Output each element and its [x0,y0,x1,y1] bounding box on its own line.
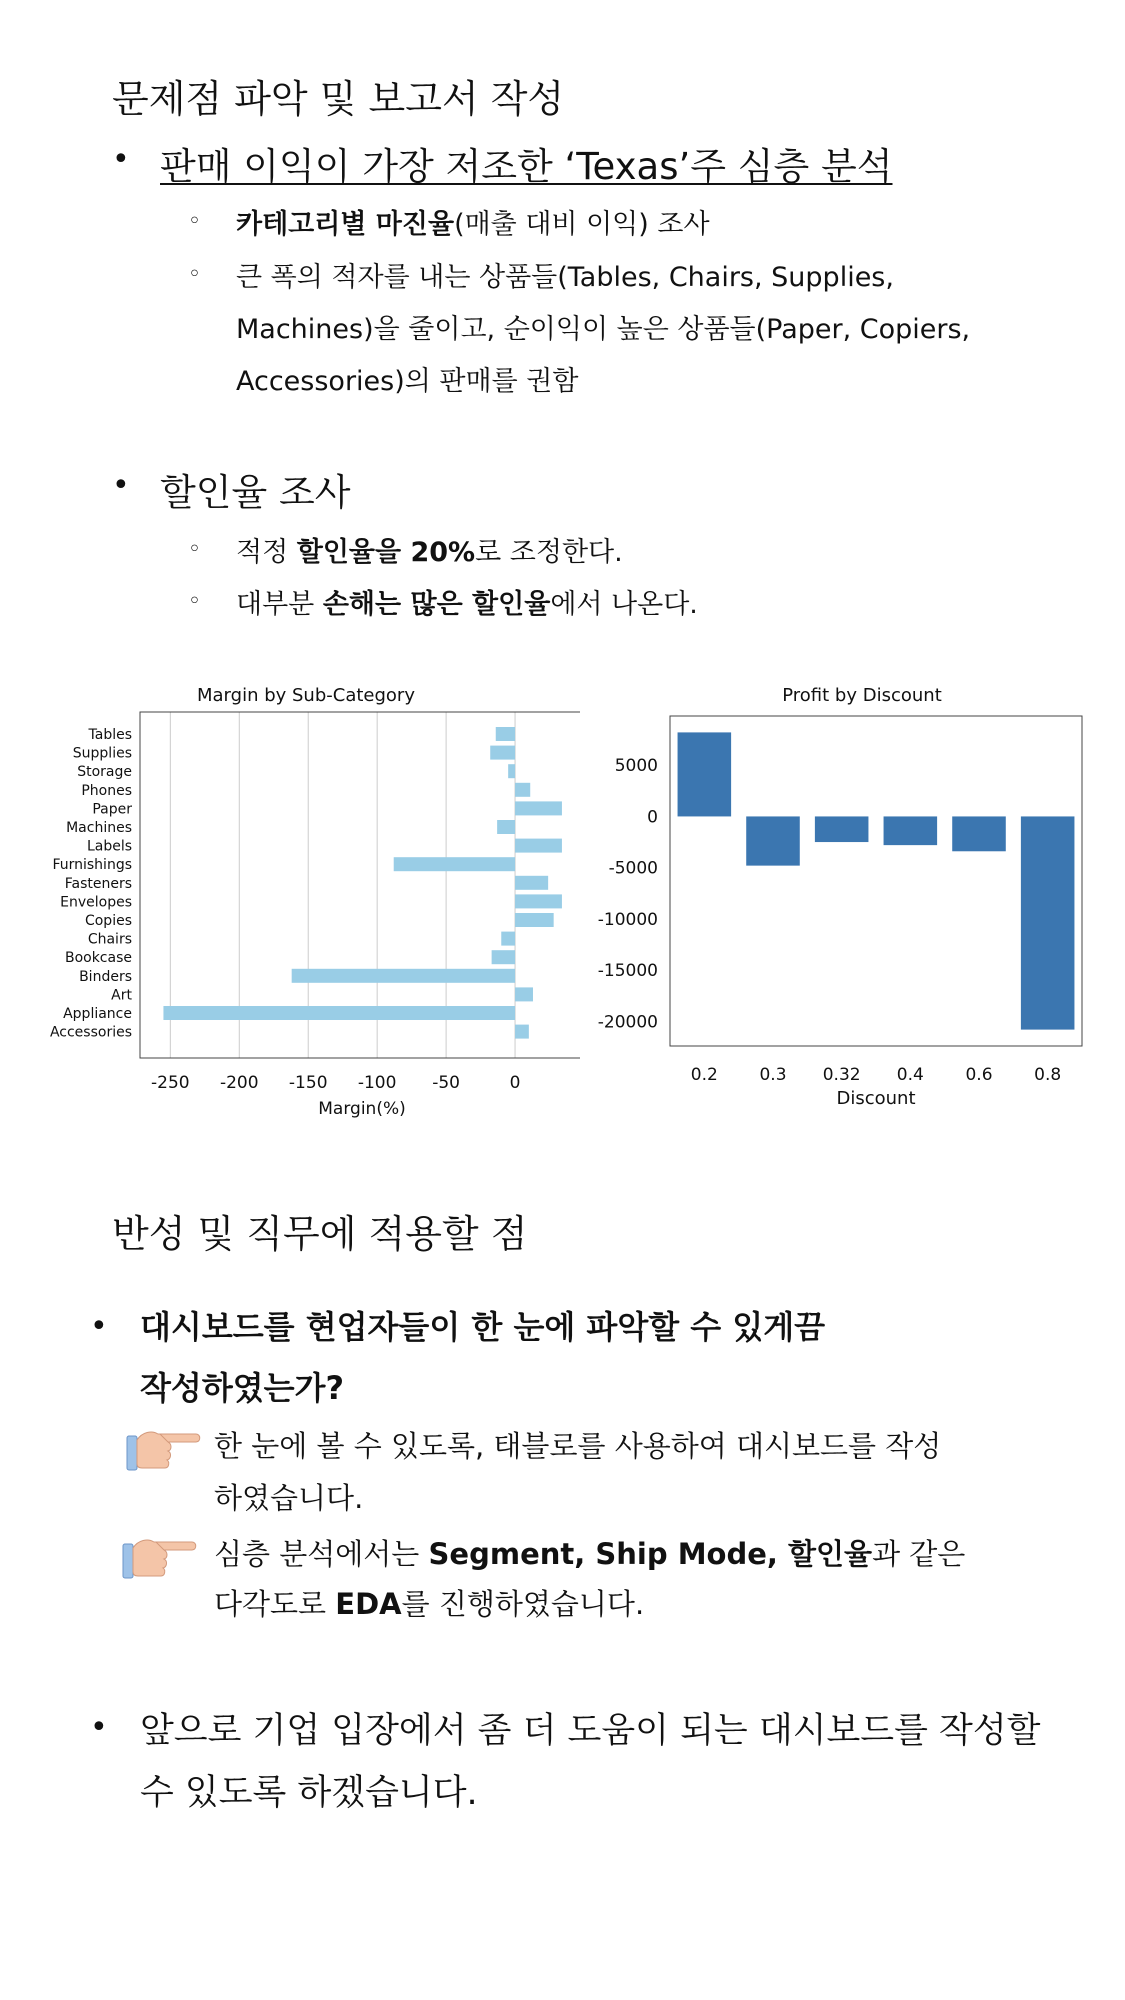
y-tick-label: Appliance [63,1006,132,1022]
y-tick-label: Envelopes [60,894,132,911]
chart-title: Margin by Sub-Category [197,685,415,706]
reflection-point2-line2: 다각도로 EDA를 진행하였습니다. [214,1587,645,1621]
bar-paper [515,801,562,815]
bar-furnishings [394,857,515,871]
future-plan-line2: 수 있도록 하겠습니다. [140,1773,478,1813]
section-title-reflection: 반성 및 직무에 적용할 점 [112,1212,528,1256]
y-tick-label: Fasteners [64,875,132,892]
bar-supplies [490,746,515,760]
bar-machines [497,820,515,834]
sub-item-recommendation-line1: 큰 폭의 적자를 내는 상품들(Tables, Chairs, Supplies, [236,262,894,293]
sub-item-discount-adjust: 적정 할인율을 20%로 조정한다. [236,537,623,568]
bar-labels [515,839,562,853]
y-tick-label: -10000 [597,909,658,930]
x-tick-label: -50 [432,1073,461,1093]
pointing-hand-icon [124,1422,202,1474]
chart-title: Profit by Discount [782,685,942,706]
bar-fasteners [515,876,548,890]
bullet: • [112,142,130,177]
x-axis-label: Discount [836,1088,916,1109]
y-tick-label: Chairs [87,931,132,948]
margin-by-subcategory-chart [20,670,580,1120]
y-tick-label: Art [111,987,132,1004]
y-tick-label: -15000 [597,961,658,982]
sub-item-loss-source: 대부분 손해는 많은 할인율에서 나온다. [236,589,698,620]
x-tick-label: 0.32 [822,1065,861,1085]
bar-copies [515,913,554,927]
y-tick-label: -20000 [597,1012,658,1033]
bar-0-4 [884,816,938,845]
sub-item-margin-survey: 카테고리별 마진율(매출 대비 이익) 조사 [236,209,710,240]
y-tick-label: Binders [79,968,132,985]
bar-0-2 [678,732,732,816]
bar-art [515,987,533,1001]
x-tick-label: 0.6 [965,1065,993,1085]
x-tick-label: 0.8 [1034,1065,1062,1085]
bar-envelopes [515,894,562,908]
bar-0-3 [746,816,800,865]
x-tick-label: -200 [219,1073,259,1093]
sub-bullet: ◦ [188,537,201,562]
y-tick-label: Labels [86,838,132,855]
reflection-point2-line1: 심층 분석에서는 Segment, Ship Mode, 할인율과 같은 [214,1537,966,1571]
y-tick-label: Supplies [72,745,132,762]
y-tick-label: 5000 [614,756,658,777]
heading-discount-survey: 할인율 조사 [160,471,351,514]
plot-frame [670,716,1082,1046]
bar-0-32 [815,816,869,842]
x-tick-label: -150 [288,1073,328,1093]
future-plan-line1: 앞으로 기업 입장에서 좀 더 도움이 되는 대시보드를 작성할 [140,1711,1041,1751]
bar-0-6 [952,816,1006,851]
y-tick-label: -5000 [608,858,658,879]
bullet: • [90,1309,108,1344]
y-tick-label: Accessories [49,1024,132,1041]
bar-binders [292,969,515,983]
bullet: • [90,1710,108,1745]
x-tick-label: 0.2 [690,1065,718,1085]
bar-chairs [501,932,515,946]
bar-bookcase [492,950,515,964]
x-tick-label: -100 [357,1073,397,1093]
y-tick-label: Storage [77,764,132,781]
bar-accessories [515,1025,529,1039]
bullet: • [112,468,130,503]
x-tick-label: 0.4 [896,1065,924,1085]
bar-appliance [163,1006,515,1020]
profit-by-discount-chart [580,670,1100,1120]
pointing-hand-icon [120,1530,198,1582]
sub-item-recommendation-line3: Accessories)의 판매를 권함 [236,366,579,397]
y-tick-label: Phones [81,782,132,799]
section-title-problems: 문제점 파악 및 보고서 작성 [112,77,565,121]
bar-storage [508,764,515,778]
reflection-point1-line2: 하였습니다. [214,1481,364,1515]
y-tick-label: Paper [92,801,132,818]
y-tick-label: Furnishings [52,857,132,874]
sub-bullet: ◦ [188,209,201,234]
bar-phones [515,783,530,797]
x-tick-label: 0.3 [759,1065,787,1085]
sub-bullet: ◦ [188,589,201,614]
sub-item-recommendation-line2: Machines)을 줄이고, 순이익이 높은 상품들(Paper, Copiers, [236,314,971,345]
reflection-question-line1: 대시보드를 현업자들이 한 눈에 파악할 수 있게끔 [140,1308,826,1346]
reflection-point1-line1: 한 눈에 볼 수 있도록, 태블로를 사용하여 대시보드를 작성 [214,1429,942,1463]
y-tick-label: Machines [66,820,132,836]
x-axis-label: Margin(%) [318,1099,406,1119]
heading-texas-analysis: 판매 이익이 가장 저조한 ‘Texas’주 심층 분석 [160,145,893,188]
x-tick-label: 0 [509,1073,521,1093]
y-tick-label: Copies [84,913,132,929]
sub-bullet: ◦ [188,262,201,287]
y-tick-label: Bookcase [64,950,132,967]
bar-tables [496,727,515,741]
y-tick-label: Tables [88,727,132,743]
x-tick-label: -250 [151,1073,190,1093]
bar-0-8 [1021,816,1075,1029]
y-tick-label: 0 [647,807,658,828]
reflection-question-line2: 작성하였는가? [140,1369,345,1407]
